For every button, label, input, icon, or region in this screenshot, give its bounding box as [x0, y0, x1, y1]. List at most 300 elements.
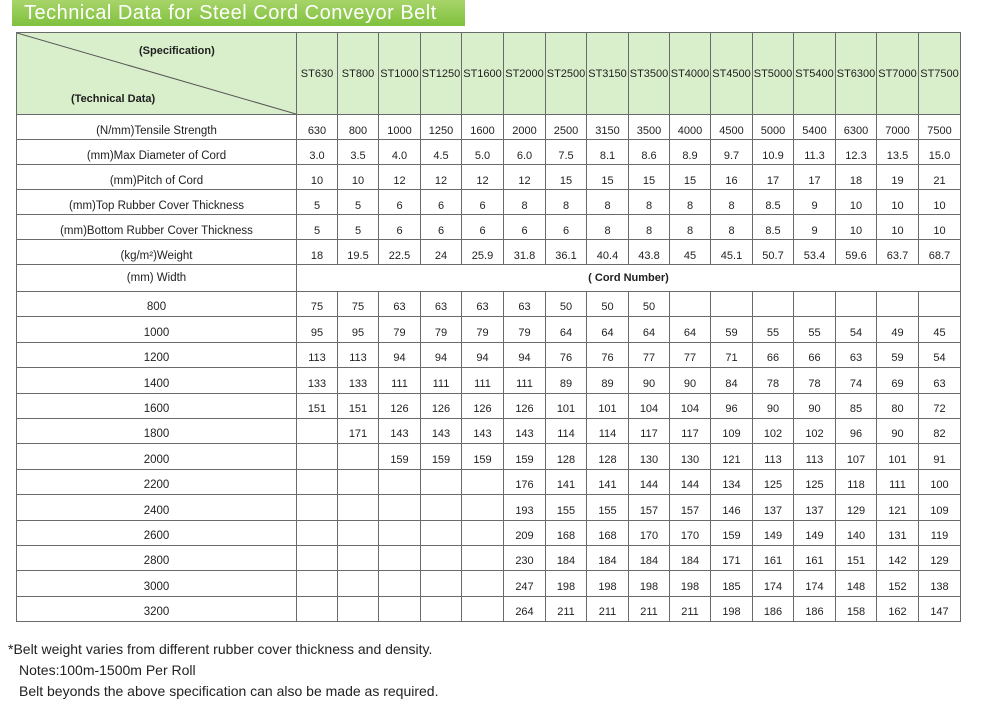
cord-count: 247 — [504, 571, 546, 596]
cord-count: 77 — [629, 342, 670, 367]
cord-count: 126 — [379, 393, 421, 418]
property-value: 1000 — [379, 115, 421, 140]
cord-count — [338, 571, 379, 596]
property-value: 15 — [670, 165, 711, 190]
property-value: 8 — [504, 190, 546, 215]
technical-data-label: (Technical Data) — [71, 93, 156, 105]
cord-count: 84 — [711, 368, 753, 393]
property-value: 630 — [297, 115, 338, 140]
cord-count: 168 — [546, 520, 587, 545]
property-value: 8 — [546, 190, 587, 215]
model-header: ST5000 — [753, 33, 794, 115]
property-value: 8.6 — [629, 140, 670, 165]
cord-count: 152 — [877, 571, 919, 596]
width-row — [17, 317, 961, 342]
model-header: ST630 — [297, 33, 338, 115]
property-value: 31.8 — [504, 240, 546, 265]
model-header: ST800 — [338, 33, 379, 115]
cord-count: 161 — [794, 545, 836, 570]
cord-count — [753, 292, 794, 317]
cord-count: 157 — [629, 495, 670, 520]
cord-count: 54 — [919, 342, 961, 367]
cord-count — [379, 469, 421, 494]
cord-count: 143 — [462, 418, 504, 443]
cord-count — [919, 292, 961, 317]
property-value: 6 — [379, 190, 421, 215]
cord-count: 117 — [629, 418, 670, 443]
cord-count: 111 — [462, 368, 504, 393]
property-value: 12 — [421, 165, 462, 190]
cord-count: 55 — [753, 317, 794, 342]
cord-count: 117 — [670, 418, 711, 443]
cord-count: 111 — [504, 368, 546, 393]
cord-count — [462, 545, 504, 570]
width-row — [17, 418, 961, 443]
property-value: 7.5 — [546, 140, 587, 165]
cord-count — [379, 596, 421, 621]
property-value: 6.0 — [504, 140, 546, 165]
property-value: 6300 — [836, 115, 877, 140]
cord-count: 45 — [919, 317, 961, 342]
width-value: 3000 — [17, 571, 297, 596]
header-corner-cell — [17, 33, 297, 115]
cord-count — [338, 545, 379, 570]
cord-count: 63 — [836, 342, 877, 367]
property-value: 10 — [836, 215, 877, 240]
cord-count: 54 — [836, 317, 877, 342]
cord-count: 113 — [753, 444, 794, 469]
property-value: 4.5 — [421, 140, 462, 165]
cord-count: 157 — [670, 495, 711, 520]
property-value: 8 — [711, 190, 753, 215]
property-value: 6 — [379, 215, 421, 240]
property-value: 11.3 — [794, 140, 836, 165]
cord-count: 121 — [877, 495, 919, 520]
property-value: 15 — [587, 165, 629, 190]
cord-count: 63 — [462, 292, 504, 317]
cord-count: 74 — [836, 368, 877, 393]
cord-count: 142 — [877, 545, 919, 570]
width-row — [17, 368, 961, 393]
property-value: 8.5 — [753, 190, 794, 215]
cord-count: 50 — [629, 292, 670, 317]
property-value: 19 — [877, 165, 919, 190]
cord-count — [297, 469, 338, 494]
cord-count: 140 — [836, 520, 877, 545]
cord-count: 125 — [794, 469, 836, 494]
cord-count: 185 — [711, 571, 753, 596]
property-label: (mm)Pitch of Cord — [17, 165, 297, 190]
cord-count: 113 — [794, 444, 836, 469]
width-row — [17, 292, 961, 317]
cord-count: 59 — [877, 342, 919, 367]
width-value: 3200 — [17, 596, 297, 621]
width-row — [17, 342, 961, 367]
property-row — [17, 240, 961, 265]
cord-count — [338, 444, 379, 469]
cord-count: 184 — [670, 545, 711, 570]
property-value: 45 — [670, 240, 711, 265]
cord-count — [379, 520, 421, 545]
property-value: 45.1 — [711, 240, 753, 265]
cord-count: 104 — [629, 393, 670, 418]
property-value: 10 — [877, 215, 919, 240]
width-row — [17, 571, 961, 596]
property-value: 9.7 — [711, 140, 753, 165]
cord-count: 149 — [794, 520, 836, 545]
note-weight: *Belt weight varies from different rubber cover thickness and density. — [8, 641, 433, 657]
model-header: ST7500 — [919, 33, 961, 115]
property-row — [17, 190, 961, 215]
property-value: 5 — [297, 215, 338, 240]
model-header: ST1250 — [421, 33, 462, 115]
cord-count: 104 — [670, 393, 711, 418]
property-value: 5 — [338, 215, 379, 240]
property-label: (N/mm)Tensile Strength — [17, 115, 297, 140]
cord-count: 77 — [670, 342, 711, 367]
cord-count — [711, 292, 753, 317]
cord-count: 128 — [587, 444, 629, 469]
page-title: Technical Data for Steel Cord Conveyor Belt — [24, 2, 437, 24]
cord-count: 144 — [629, 469, 670, 494]
cord-count: 90 — [670, 368, 711, 393]
property-value: 5.0 — [462, 140, 504, 165]
property-value: 5 — [338, 190, 379, 215]
cord-number-label: ( Cord Number) — [297, 265, 961, 292]
property-value: 5400 — [794, 115, 836, 140]
property-label: (mm)Bottom Rubber Cover Thickness — [17, 215, 297, 240]
cord-count: 63 — [504, 292, 546, 317]
cord-count — [338, 469, 379, 494]
width-row — [17, 444, 961, 469]
cord-count: 111 — [379, 368, 421, 393]
cord-count: 101 — [587, 393, 629, 418]
width-value: 1400 — [17, 368, 297, 393]
property-row — [17, 140, 961, 165]
property-value: 16 — [711, 165, 753, 190]
cord-count: 64 — [629, 317, 670, 342]
property-value: 15.0 — [919, 140, 961, 165]
cord-count: 94 — [462, 342, 504, 367]
cord-count — [421, 495, 462, 520]
cord-count — [338, 596, 379, 621]
property-value: 40.4 — [587, 240, 629, 265]
cord-count: 101 — [877, 444, 919, 469]
cord-count: 130 — [670, 444, 711, 469]
cord-count: 159 — [504, 444, 546, 469]
model-header: ST3500 — [629, 33, 670, 115]
property-value: 7000 — [877, 115, 919, 140]
cord-count: 59 — [711, 317, 753, 342]
property-value: 10.9 — [753, 140, 794, 165]
property-value: 53.4 — [794, 240, 836, 265]
model-header: ST4000 — [670, 33, 711, 115]
cord-count: 101 — [546, 393, 587, 418]
cord-count: 184 — [546, 545, 587, 570]
cord-count: 85 — [836, 393, 877, 418]
property-value: 10 — [919, 190, 961, 215]
cord-count: 138 — [919, 571, 961, 596]
cord-count: 63 — [421, 292, 462, 317]
property-value: 10 — [338, 165, 379, 190]
cord-count: 198 — [670, 571, 711, 596]
property-label: (mm)Top Rubber Cover Thickness — [17, 190, 297, 215]
cord-count: 107 — [836, 444, 877, 469]
cord-count: 211 — [629, 596, 670, 621]
cord-count: 69 — [877, 368, 919, 393]
cord-count: 94 — [421, 342, 462, 367]
property-value: 12 — [462, 165, 504, 190]
cord-count: 64 — [546, 317, 587, 342]
cord-count: 168 — [587, 520, 629, 545]
cord-count: 96 — [711, 393, 753, 418]
width-value: 2200 — [17, 469, 297, 494]
property-value: 6 — [421, 190, 462, 215]
cord-count — [670, 292, 711, 317]
cord-count: 55 — [794, 317, 836, 342]
cord-count: 148 — [836, 571, 877, 596]
property-value: 59.6 — [836, 240, 877, 265]
cord-count: 151 — [836, 545, 877, 570]
cord-count: 143 — [421, 418, 462, 443]
cord-count: 198 — [546, 571, 587, 596]
cord-count: 63 — [379, 292, 421, 317]
cord-count: 176 — [504, 469, 546, 494]
cord-count: 50 — [587, 292, 629, 317]
cord-count: 102 — [794, 418, 836, 443]
cord-count: 159 — [379, 444, 421, 469]
cord-count: 143 — [379, 418, 421, 443]
cord-count: 211 — [670, 596, 711, 621]
cord-count — [462, 469, 504, 494]
property-value: 800 — [338, 115, 379, 140]
width-value: 2000 — [17, 444, 297, 469]
property-label: (mm)Max Diameter of Cord — [17, 140, 297, 165]
property-value: 3.5 — [338, 140, 379, 165]
width-header-row — [17, 265, 961, 292]
cord-count: 143 — [504, 418, 546, 443]
cord-count: 90 — [877, 418, 919, 443]
property-value: 63.7 — [877, 240, 919, 265]
cord-count — [297, 596, 338, 621]
cord-count: 198 — [629, 571, 670, 596]
cord-count — [297, 520, 338, 545]
cord-count: 133 — [297, 368, 338, 393]
property-row — [17, 165, 961, 190]
cord-count — [421, 596, 462, 621]
width-value: 1800 — [17, 418, 297, 443]
cord-count: 158 — [836, 596, 877, 621]
property-value: 8.1 — [587, 140, 629, 165]
width-value: 800 — [17, 292, 297, 317]
cord-count: 79 — [421, 317, 462, 342]
property-value: 10 — [919, 215, 961, 240]
property-value: 3500 — [629, 115, 670, 140]
cord-count: 72 — [919, 393, 961, 418]
cord-count: 79 — [504, 317, 546, 342]
property-value: 8 — [587, 190, 629, 215]
model-header: ST5400 — [794, 33, 836, 115]
cord-count: 159 — [711, 520, 753, 545]
cord-count: 134 — [711, 469, 753, 494]
cord-count: 147 — [919, 596, 961, 621]
cord-count: 198 — [587, 571, 629, 596]
width-value: 1000 — [17, 317, 297, 342]
property-value: 9 — [794, 190, 836, 215]
width-value: 1600 — [17, 393, 297, 418]
cord-count: 113 — [297, 342, 338, 367]
property-value: 6 — [462, 215, 504, 240]
cord-count — [421, 545, 462, 570]
cord-count: 230 — [504, 545, 546, 570]
cord-count: 109 — [919, 495, 961, 520]
cord-count: 64 — [670, 317, 711, 342]
property-value: 2500 — [546, 115, 587, 140]
cord-count: 121 — [711, 444, 753, 469]
cord-count: 264 — [504, 596, 546, 621]
cord-count: 49 — [877, 317, 919, 342]
cord-count: 76 — [587, 342, 629, 367]
cord-count: 131 — [877, 520, 919, 545]
cord-count — [297, 444, 338, 469]
property-value: 12 — [379, 165, 421, 190]
cord-count: 102 — [753, 418, 794, 443]
cord-count: 89 — [546, 368, 587, 393]
cord-count: 211 — [546, 596, 587, 621]
cord-count: 75 — [338, 292, 379, 317]
cord-count: 95 — [338, 317, 379, 342]
width-row — [17, 495, 961, 520]
cord-count — [338, 520, 379, 545]
cord-count: 71 — [711, 342, 753, 367]
cord-count: 129 — [919, 545, 961, 570]
cord-count — [379, 545, 421, 570]
cord-count — [297, 418, 338, 443]
cord-count: 159 — [462, 444, 504, 469]
cord-count: 119 — [919, 520, 961, 545]
property-value: 8 — [711, 215, 753, 240]
cord-count: 82 — [919, 418, 961, 443]
property-value: 6 — [546, 215, 587, 240]
cord-count — [794, 292, 836, 317]
cord-count: 133 — [338, 368, 379, 393]
cord-count: 100 — [919, 469, 961, 494]
cord-count: 161 — [753, 545, 794, 570]
model-header: ST6300 — [836, 33, 877, 115]
width-label: (mm) Width — [17, 265, 297, 292]
property-value: 2000 — [504, 115, 546, 140]
property-value: 12 — [504, 165, 546, 190]
cord-count: 66 — [794, 342, 836, 367]
property-value: 43.8 — [629, 240, 670, 265]
cord-count: 193 — [504, 495, 546, 520]
property-value: 7500 — [919, 115, 961, 140]
property-value: 8 — [629, 215, 670, 240]
cord-count: 155 — [546, 495, 587, 520]
width-value: 2600 — [17, 520, 297, 545]
property-value: 3.0 — [297, 140, 338, 165]
cord-count: 151 — [338, 393, 379, 418]
cord-count: 114 — [587, 418, 629, 443]
property-value: 3150 — [587, 115, 629, 140]
cord-count: 198 — [711, 596, 753, 621]
cord-count — [462, 571, 504, 596]
property-value: 12.3 — [836, 140, 877, 165]
header-row — [17, 33, 961, 115]
cord-count — [462, 596, 504, 621]
property-value: 5000 — [753, 115, 794, 140]
cord-count: 159 — [421, 444, 462, 469]
title-banner — [12, 0, 465, 26]
cord-count: 111 — [877, 469, 919, 494]
cord-count: 96 — [836, 418, 877, 443]
cord-count: 79 — [462, 317, 504, 342]
property-value: 4500 — [711, 115, 753, 140]
cord-count: 141 — [546, 469, 587, 494]
cord-count: 75 — [297, 292, 338, 317]
property-value: 13.5 — [877, 140, 919, 165]
cord-count: 89 — [587, 368, 629, 393]
cord-count: 162 — [877, 596, 919, 621]
property-value: 1250 — [421, 115, 462, 140]
property-value: 15 — [546, 165, 587, 190]
cord-count: 95 — [297, 317, 338, 342]
width-row — [17, 393, 961, 418]
cord-count: 146 — [711, 495, 753, 520]
note-roll: Notes:100m-1500m Per Roll — [19, 662, 196, 678]
cord-count: 63 — [919, 368, 961, 393]
cord-count: 76 — [546, 342, 587, 367]
cord-count: 151 — [297, 393, 338, 418]
cord-count: 90 — [794, 393, 836, 418]
specification-label: (Specification) — [139, 45, 215, 57]
property-value: 8.9 — [670, 140, 711, 165]
width-value: 2400 — [17, 495, 297, 520]
cord-count: 126 — [421, 393, 462, 418]
cord-count — [297, 545, 338, 570]
cord-count: 114 — [546, 418, 587, 443]
cord-count: 184 — [587, 545, 629, 570]
cord-count: 144 — [670, 469, 711, 494]
property-value: 4.0 — [379, 140, 421, 165]
cord-count: 79 — [379, 317, 421, 342]
cord-count: 111 — [421, 368, 462, 393]
property-value: 10 — [877, 190, 919, 215]
property-value: 8.5 — [753, 215, 794, 240]
cord-count — [877, 292, 919, 317]
cord-count: 170 — [670, 520, 711, 545]
property-value: 6 — [421, 215, 462, 240]
property-value: 15 — [629, 165, 670, 190]
cord-count: 186 — [753, 596, 794, 621]
property-label: (kg/m²)Weight — [17, 240, 297, 265]
property-value: 8 — [629, 190, 670, 215]
property-value: 25.9 — [462, 240, 504, 265]
width-row — [17, 545, 961, 570]
spec-table — [16, 32, 961, 622]
cord-count — [297, 495, 338, 520]
model-header: ST7000 — [877, 33, 919, 115]
cord-count: 90 — [753, 393, 794, 418]
property-value: 50.7 — [753, 240, 794, 265]
property-value: 8 — [670, 215, 711, 240]
cord-count: 184 — [629, 545, 670, 570]
cord-count: 129 — [836, 495, 877, 520]
cord-count: 155 — [587, 495, 629, 520]
cord-count: 170 — [629, 520, 670, 545]
cord-count: 50 — [546, 292, 587, 317]
cord-count — [462, 495, 504, 520]
